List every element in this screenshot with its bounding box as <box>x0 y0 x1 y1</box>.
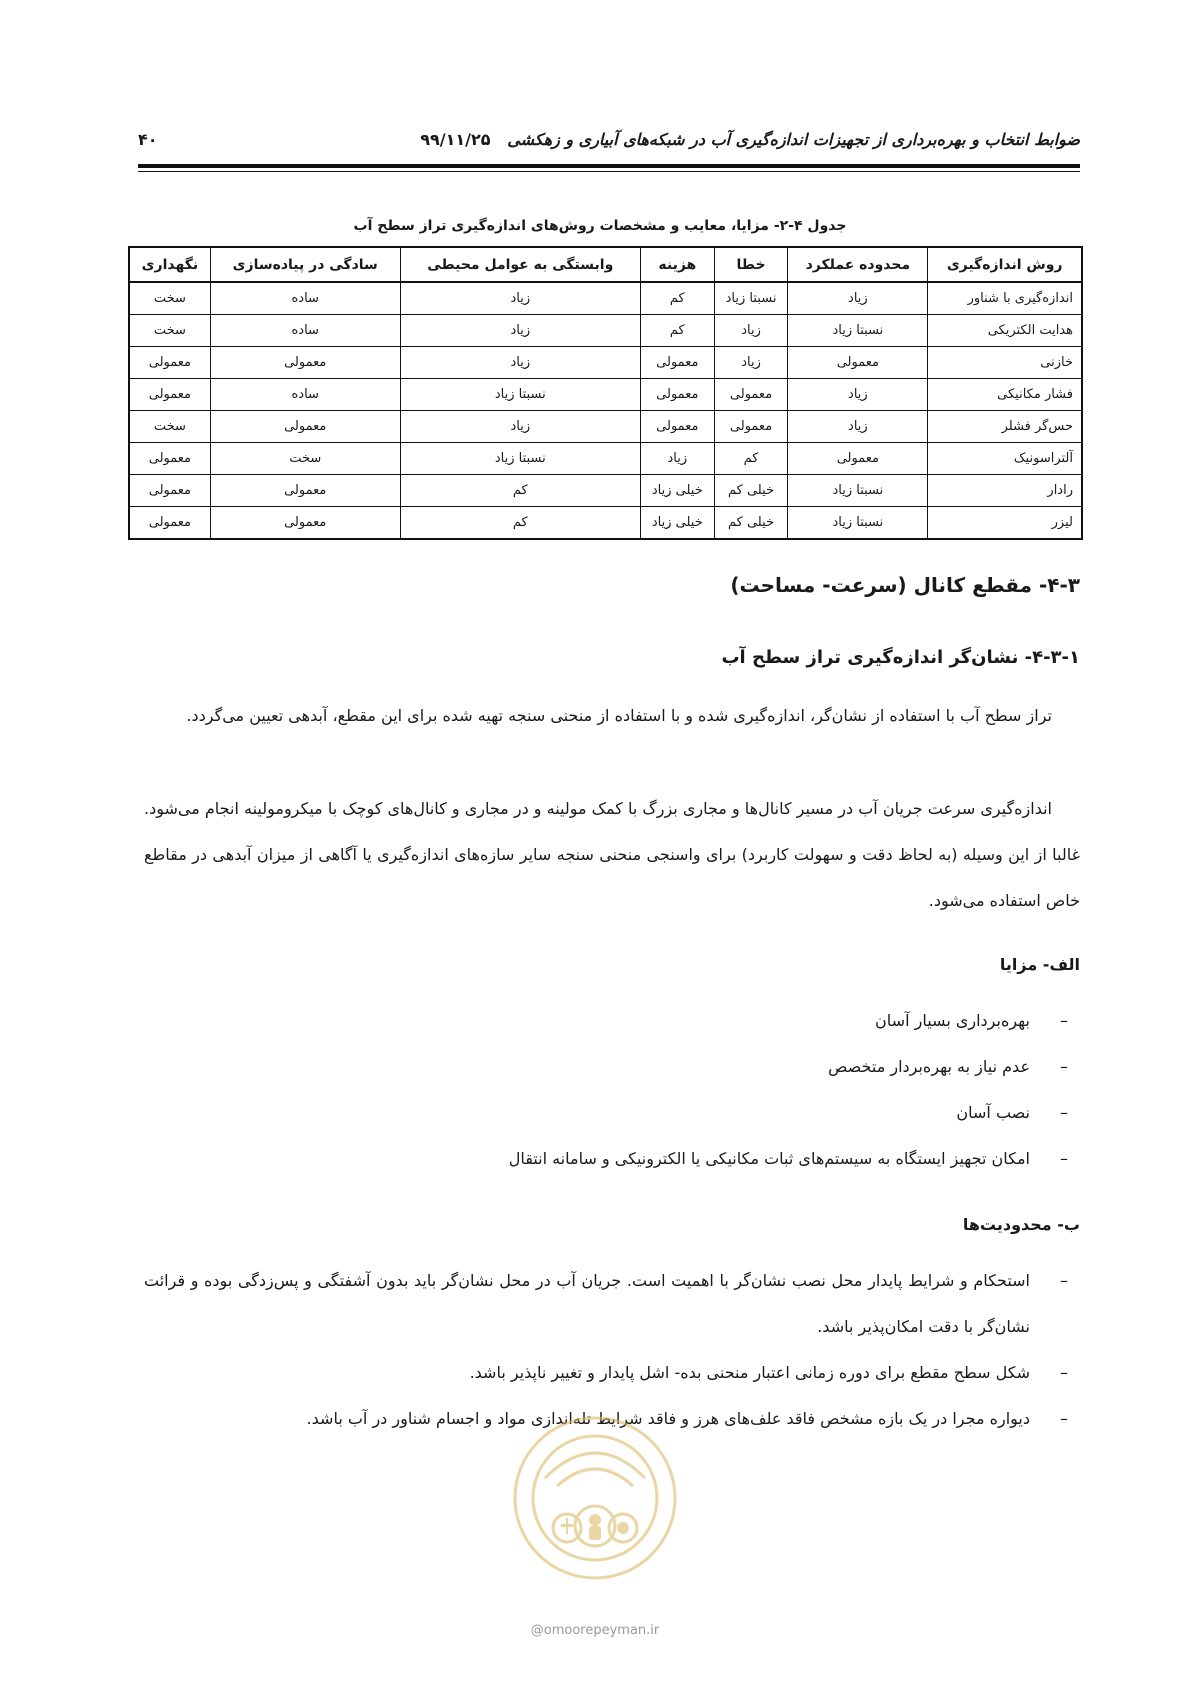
table-cell: سخت <box>129 282 210 315</box>
table-cell: معمولی <box>129 507 210 540</box>
list-item-text: نصب آسان <box>956 1103 1030 1122</box>
table-header-row <box>129 247 1082 282</box>
table-cell: حس‌گر فشلر <box>928 411 1082 443</box>
table-cell: معمولی <box>129 443 210 475</box>
table-cell: معمولی <box>714 411 788 443</box>
list-item <box>144 1044 1080 1090</box>
watermark-stamp-logo <box>505 1408 685 1588</box>
table-cell: زیاد <box>788 411 928 443</box>
table-cell: ساده <box>210 315 400 347</box>
table-cell: زیاد <box>400 315 640 347</box>
list-item <box>144 1258 1080 1350</box>
subsection-heading: ۴-۳-۱- نشان‌گر اندازه‌گیری تراز سطح آب <box>721 647 1080 668</box>
table-cell: معمولی <box>714 379 788 411</box>
table-row <box>129 475 1082 507</box>
table-cell: خیلی زیاد <box>640 475 714 507</box>
dash-bullet-icon: – <box>1060 1363 1068 1382</box>
table-cell: معمولی <box>210 411 400 443</box>
table-cell: فشار مکانیکی <box>928 379 1082 411</box>
advantages-list <box>144 998 1080 1182</box>
dash-bullet-icon: – <box>1060 1057 1068 1076</box>
table-cell: اندازه‌گیری با شناور <box>928 282 1082 315</box>
table-cell: زیاد <box>400 411 640 443</box>
table-row <box>129 315 1082 347</box>
table-cell: معمولی <box>210 475 400 507</box>
table-cell: کم <box>640 282 714 315</box>
header-title-text: ضوابط انتخاب و بهره‌برداری از تجهیزات اندازه‌گیری آب در شبکه‌های آبیاری و زهکشی <box>507 130 1080 149</box>
dash-bullet-icon: – <box>1060 1103 1068 1122</box>
list-item <box>144 1350 1080 1396</box>
table-column-header: وابستگی به عوامل محیطی <box>400 247 640 282</box>
table-cell: معمولی <box>788 347 928 379</box>
dash-bullet-icon: – <box>1060 1011 1068 1030</box>
table-cell: زیاد <box>400 282 640 315</box>
list-item-text: عدم نیاز به بهره‌بردار متخصص <box>828 1057 1030 1076</box>
table-cell: معمولی <box>640 347 714 379</box>
list-item <box>144 998 1080 1044</box>
table-cell: نسبتا زیاد <box>400 379 640 411</box>
page-number: ۴۰ <box>138 130 158 149</box>
table-row <box>129 347 1082 379</box>
table-cell: کم <box>640 315 714 347</box>
list-item-text: شکل سطح مقطع برای دوره زمانی اعتبار منحنی بده- اشل پایدار و تغییر ناپذیر باشد. <box>469 1363 1030 1382</box>
dash-bullet-icon: – <box>1060 1409 1068 1428</box>
table-cell: زیاد <box>788 379 928 411</box>
table-row <box>129 282 1082 315</box>
watermark-url: @omoorepeyman.ir <box>530 1623 660 1638</box>
paragraph-2: اندازه‌گیری سرعت جریان آب در مسیر کانال‌ها و مجاری بزرگ با کمک مولینه و در مجاری و کانال‌های کوچک با میکرومولینه انجام می‌شود. غالبا از این وسیله (به لحاظ دقت و سهولت کاربرد) برای واسنجی منحنی سنجه سایر سازه‌های اندازه‌گیری یا آگاهی از میزان آبدهی در مقاطع خاص استفاده می‌شود. <box>144 799 1080 910</box>
limitations-title: ب- محدودیت‌ها <box>962 1215 1080 1234</box>
table-column-header: روش اندازه‌گیری <box>928 247 1082 282</box>
table-cell: رادار <box>928 475 1082 507</box>
table-cell: کم <box>400 507 640 540</box>
table-cell: زیاد <box>714 315 788 347</box>
table-caption: جدول ۴-۲- مزایا، معایب و مشخصات روش‌های اندازه‌گیری تراز سطح آب <box>353 218 847 234</box>
header-rule-thin <box>138 171 1080 172</box>
dash-bullet-icon: – <box>1060 1149 1068 1168</box>
table-cell: خیلی کم <box>714 475 788 507</box>
table-cell: لیزر <box>928 507 1082 540</box>
list-item-text: دیواره مجرا در یک بازه مشخص فاقد علف‌های هرز و فاقد شرایط تله‌اندازی مواد و اجسام شناور در آب باشد. <box>306 1409 1030 1428</box>
table-cell: کم <box>714 443 788 475</box>
table-cell: زیاد <box>640 443 714 475</box>
table-cell: نسبتا زیاد <box>788 475 928 507</box>
table-row <box>129 507 1082 540</box>
table-cell: معمولی <box>210 507 400 540</box>
header-date: ۹۹/۱۱/۲۵ <box>420 130 491 149</box>
table-cell: خیلی کم <box>714 507 788 540</box>
table-cell: نسبتا زیاد <box>714 282 788 315</box>
table-cell: معمولی <box>640 411 714 443</box>
paragraph-1: تراز سطح آب با استفاده از نشان‌گر، اندازه‌گیری شده و با استفاده از منحنی سنجه تهیه شده برای این مقطع، آبدهی تعیین می‌گردد. <box>186 706 1052 725</box>
table-cell: معمولی <box>210 347 400 379</box>
table-row <box>129 379 1082 411</box>
table-cell: کم <box>400 475 640 507</box>
table-body <box>129 282 1082 539</box>
advantages-title: الف- مزایا <box>999 955 1080 974</box>
table-cell: سخت <box>129 411 210 443</box>
table-cell: نسبتا زیاد <box>400 443 640 475</box>
table-cell: نسبتا زیاد <box>788 507 928 540</box>
table-column-header: خطا <box>714 247 788 282</box>
section-heading: ۴-۳- مقطع کانال (سرعت- مساحت) <box>730 573 1080 597</box>
table-cell: ساده <box>210 379 400 411</box>
list-item <box>144 1090 1080 1136</box>
table-column-header: سادگی در پیاده‌سازی <box>210 247 400 282</box>
table-cell: نسبتا زیاد <box>788 315 928 347</box>
dash-bullet-icon: – <box>1060 1271 1068 1290</box>
table-cell: زیاد <box>788 282 928 315</box>
table-column-header: هزینه <box>640 247 714 282</box>
running-header <box>138 128 1080 154</box>
table-cell: معمولی <box>640 379 714 411</box>
table-cell: سخت <box>210 443 400 475</box>
list-item-text: امکان تجهیز ایستگاه به سیستم‌های ثبات مکانیکی یا الکترونیکی و سامانه انتقال <box>508 1149 1030 1168</box>
list-item-text: بهره‌برداری بسیار آسان <box>875 1011 1030 1030</box>
table-row <box>129 411 1082 443</box>
table-cell: هدایت الکتریکی <box>928 315 1082 347</box>
table-cell: معمولی <box>129 475 210 507</box>
table-cell: خازنی <box>928 347 1082 379</box>
table-column-header: محدوده عملکرد <box>788 247 928 282</box>
table-cell: آلتراسونیک <box>928 443 1082 475</box>
table-row <box>129 443 1082 475</box>
table-cell: سخت <box>129 315 210 347</box>
list-item <box>144 1136 1080 1182</box>
measurement-methods-table <box>128 246 1083 540</box>
header-title <box>420 130 1080 149</box>
list-item-text: استحکام و شرایط پایدار محل نصب نشان‌گر با اهمیت است. جریان آب در محل نشان‌گر باید بدون آشفتگی و پس‌زدگی بوده و قرائت نشان‌گر با دقت امکان‌پذیر باشد. <box>144 1271 1030 1336</box>
table-cell: معمولی <box>129 347 210 379</box>
table-cell: خیلی زیاد <box>640 507 714 540</box>
table-cell: معمولی <box>788 443 928 475</box>
table-column-header: نگهداری <box>129 247 210 282</box>
table-cell: معمولی <box>129 379 210 411</box>
table-cell: ساده <box>210 282 400 315</box>
table-cell: زیاد <box>714 347 788 379</box>
header-rule-thick <box>138 164 1080 168</box>
table-cell: زیاد <box>400 347 640 379</box>
